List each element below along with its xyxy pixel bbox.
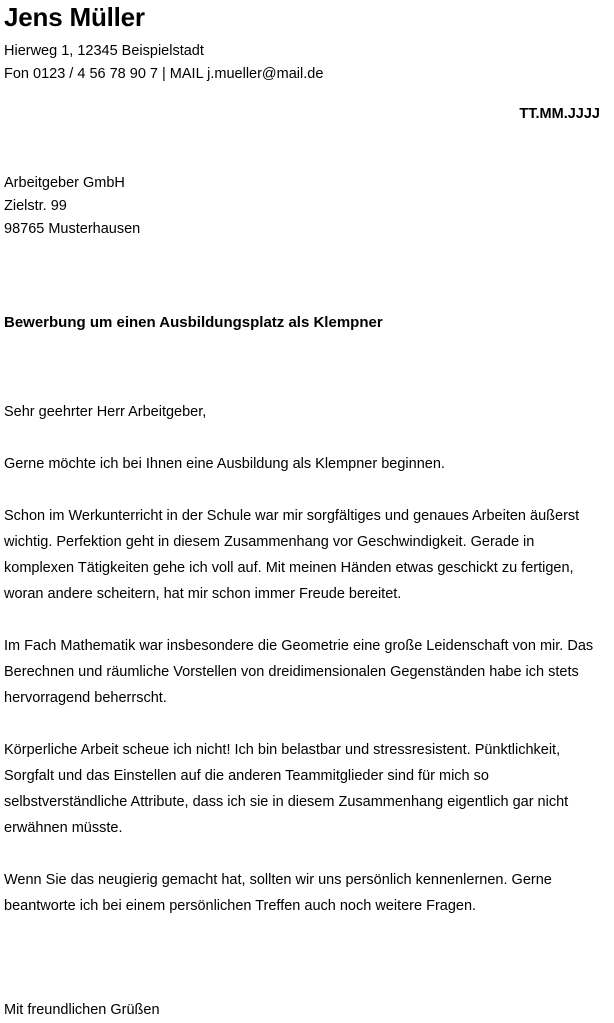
body-paragraph: Im Fach Mathematik war insbesondere die Geometrie eine große Leidenschaft von mir. Das Berechnen und räumliche Vorstellen von dreidimensionalen Gegenständen habe ich stets hervorragend beherrscht. [4, 638, 594, 706]
sender-name: Jens Müller [4, 2, 145, 32]
recipient-block [4, 126, 600, 241]
sender-contact: Fon 0123 / 4 56 78 90 7 | MAIL j.mueller@mail.de [4, 66, 324, 82]
body-paragraph: Schon im Werkunterricht in der Schule war mir sorgfältiges und genaues Arbeiten äußerst wichtig. Perfektion geht in diesem Zusammenhang vor Geschwindigkeit. Gerade in komplexen Tätigkeiten gehe ich voll auf. Mit meinen Händen etwas geschickt zu fertigen, woran andere scheitern, hat mir schon immer Freude bereitet. [4, 508, 580, 602]
closing-greeting: Mit freundlichen Grüßen [4, 1002, 160, 1018]
recipient-company: Arbeitgeber GmbH [4, 175, 125, 191]
letter-body [4, 334, 600, 1023]
body-paragraph: Gerne möchte ich bei Ihnen eine Ausbildung als Klempner beginnen. [4, 456, 445, 472]
recipient-city: 98765 Musterhausen [4, 221, 141, 237]
recipient-street: Zielstr. 99 [4, 198, 67, 214]
salutation: Sehr geehrter Herr Arbeitgeber, [4, 404, 207, 420]
letter-date: TT.MM.JJJJ [519, 106, 600, 122]
sender-block [4, 0, 600, 86]
subject-line: Bewerbung um einen Ausbildungsplatz als Klempner [4, 314, 383, 331]
body-paragraph: Körperliche Arbeit scheue ich nicht! Ich bin belastbar und stressresistent. Pünktlichkeit, Sorgfalt und das Einstellen auf die anderen Teammitglieder sind für mich so selbstverständliche Attribute, dass ich sie in diesem Zusammenhang eigentlich gar nicht erwähnen müsste. [4, 742, 569, 836]
sender-address: Hierweg 1, 12345 Beispielstadt [4, 43, 204, 59]
body-paragraph: Wenn Sie das neugierig gemacht hat, sollten wir uns persönlich kennenlernen. Gerne beantworte ich bei einem persönlichen Treffen auch noch weitere Fragen. [4, 872, 552, 914]
